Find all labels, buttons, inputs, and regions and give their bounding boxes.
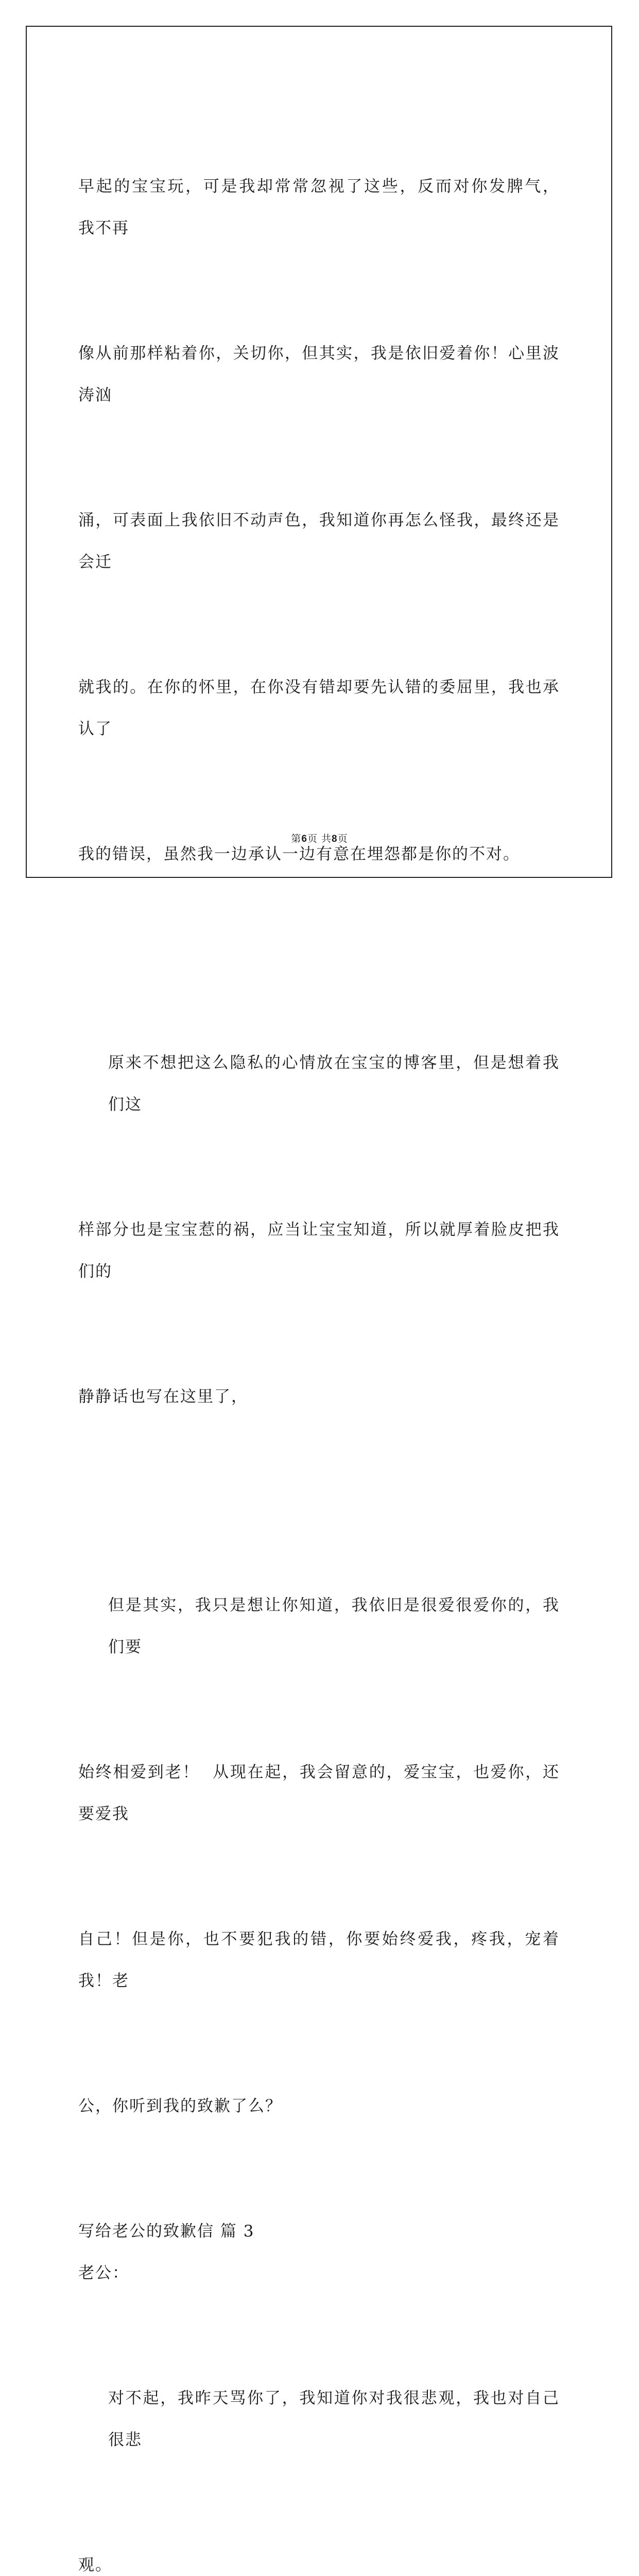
text-line: 观。 [78,2556,112,2574]
paragraph-4 [78,2294,560,2576]
text-line: 涌，可表面上我依旧不动声色，我知道你再怎么怪我，最终还是会迁 [78,511,560,571]
text-line: 公，你听到我的致歉了么？ [78,2097,282,2115]
text-line: 静静话也写在这里了， [78,1387,248,1406]
page-total: 8 [332,834,338,844]
text-line: 像从前那样粘着你，关切你，但其实，我是依旧爱着你！心里波涛汹 [78,344,560,404]
text-line: 我的错误，虽然我一边承认一边有意在埋怨都是你的不对。 [78,845,520,863]
page-suffix: 页 [337,833,348,844]
text-line: 就我的。在你的怀里，在你没有错却要先认错的委屈里，我也承认了 [78,678,560,738]
text-line: 原来不想把这么隐私的心情放在宝宝的博客里，但是想着我们这 [108,1054,560,1114]
text-line: 早起的宝宝玩，可是我却常常忽视了这些，反而对你发脾气， 我不再 [78,177,572,238]
text-line: 对不起，我昨天骂你了，我知道你对我很悲观，我也对自己很悲 [108,2389,560,2449]
page-mid: 页 共 [307,833,332,844]
salutation: 老公： [78,2264,129,2282]
page-current: 6 [301,834,307,844]
page-prefix: 第 [291,833,302,844]
section-title: 写给老公的致歉信 篇 3 [78,2222,255,2241]
page-footer [0,831,639,845]
document-body [78,82,572,2576]
text-line: 但是其实，我只是想让你知道，我依旧是很爱很爱你的，我们要 [108,1596,560,1656]
text-line: 样部分也是宝宝惹的祸，应当让宝宝知道，所以就厚着脸皮把我们的 [78,1221,560,1281]
paragraph-2 [78,959,560,1501]
paragraph-3 [78,1501,560,2211]
text-line: 自己！但是你，也不要犯我的错，你要始终爱我，疼我，宠着我！老 [78,1930,560,1990]
text-line: 始终相爱到老！ 从现在起，我会留意的，爱宝宝，也爱你，还要爱我 [78,1763,560,1823]
paragraph-1 [78,82,572,959]
